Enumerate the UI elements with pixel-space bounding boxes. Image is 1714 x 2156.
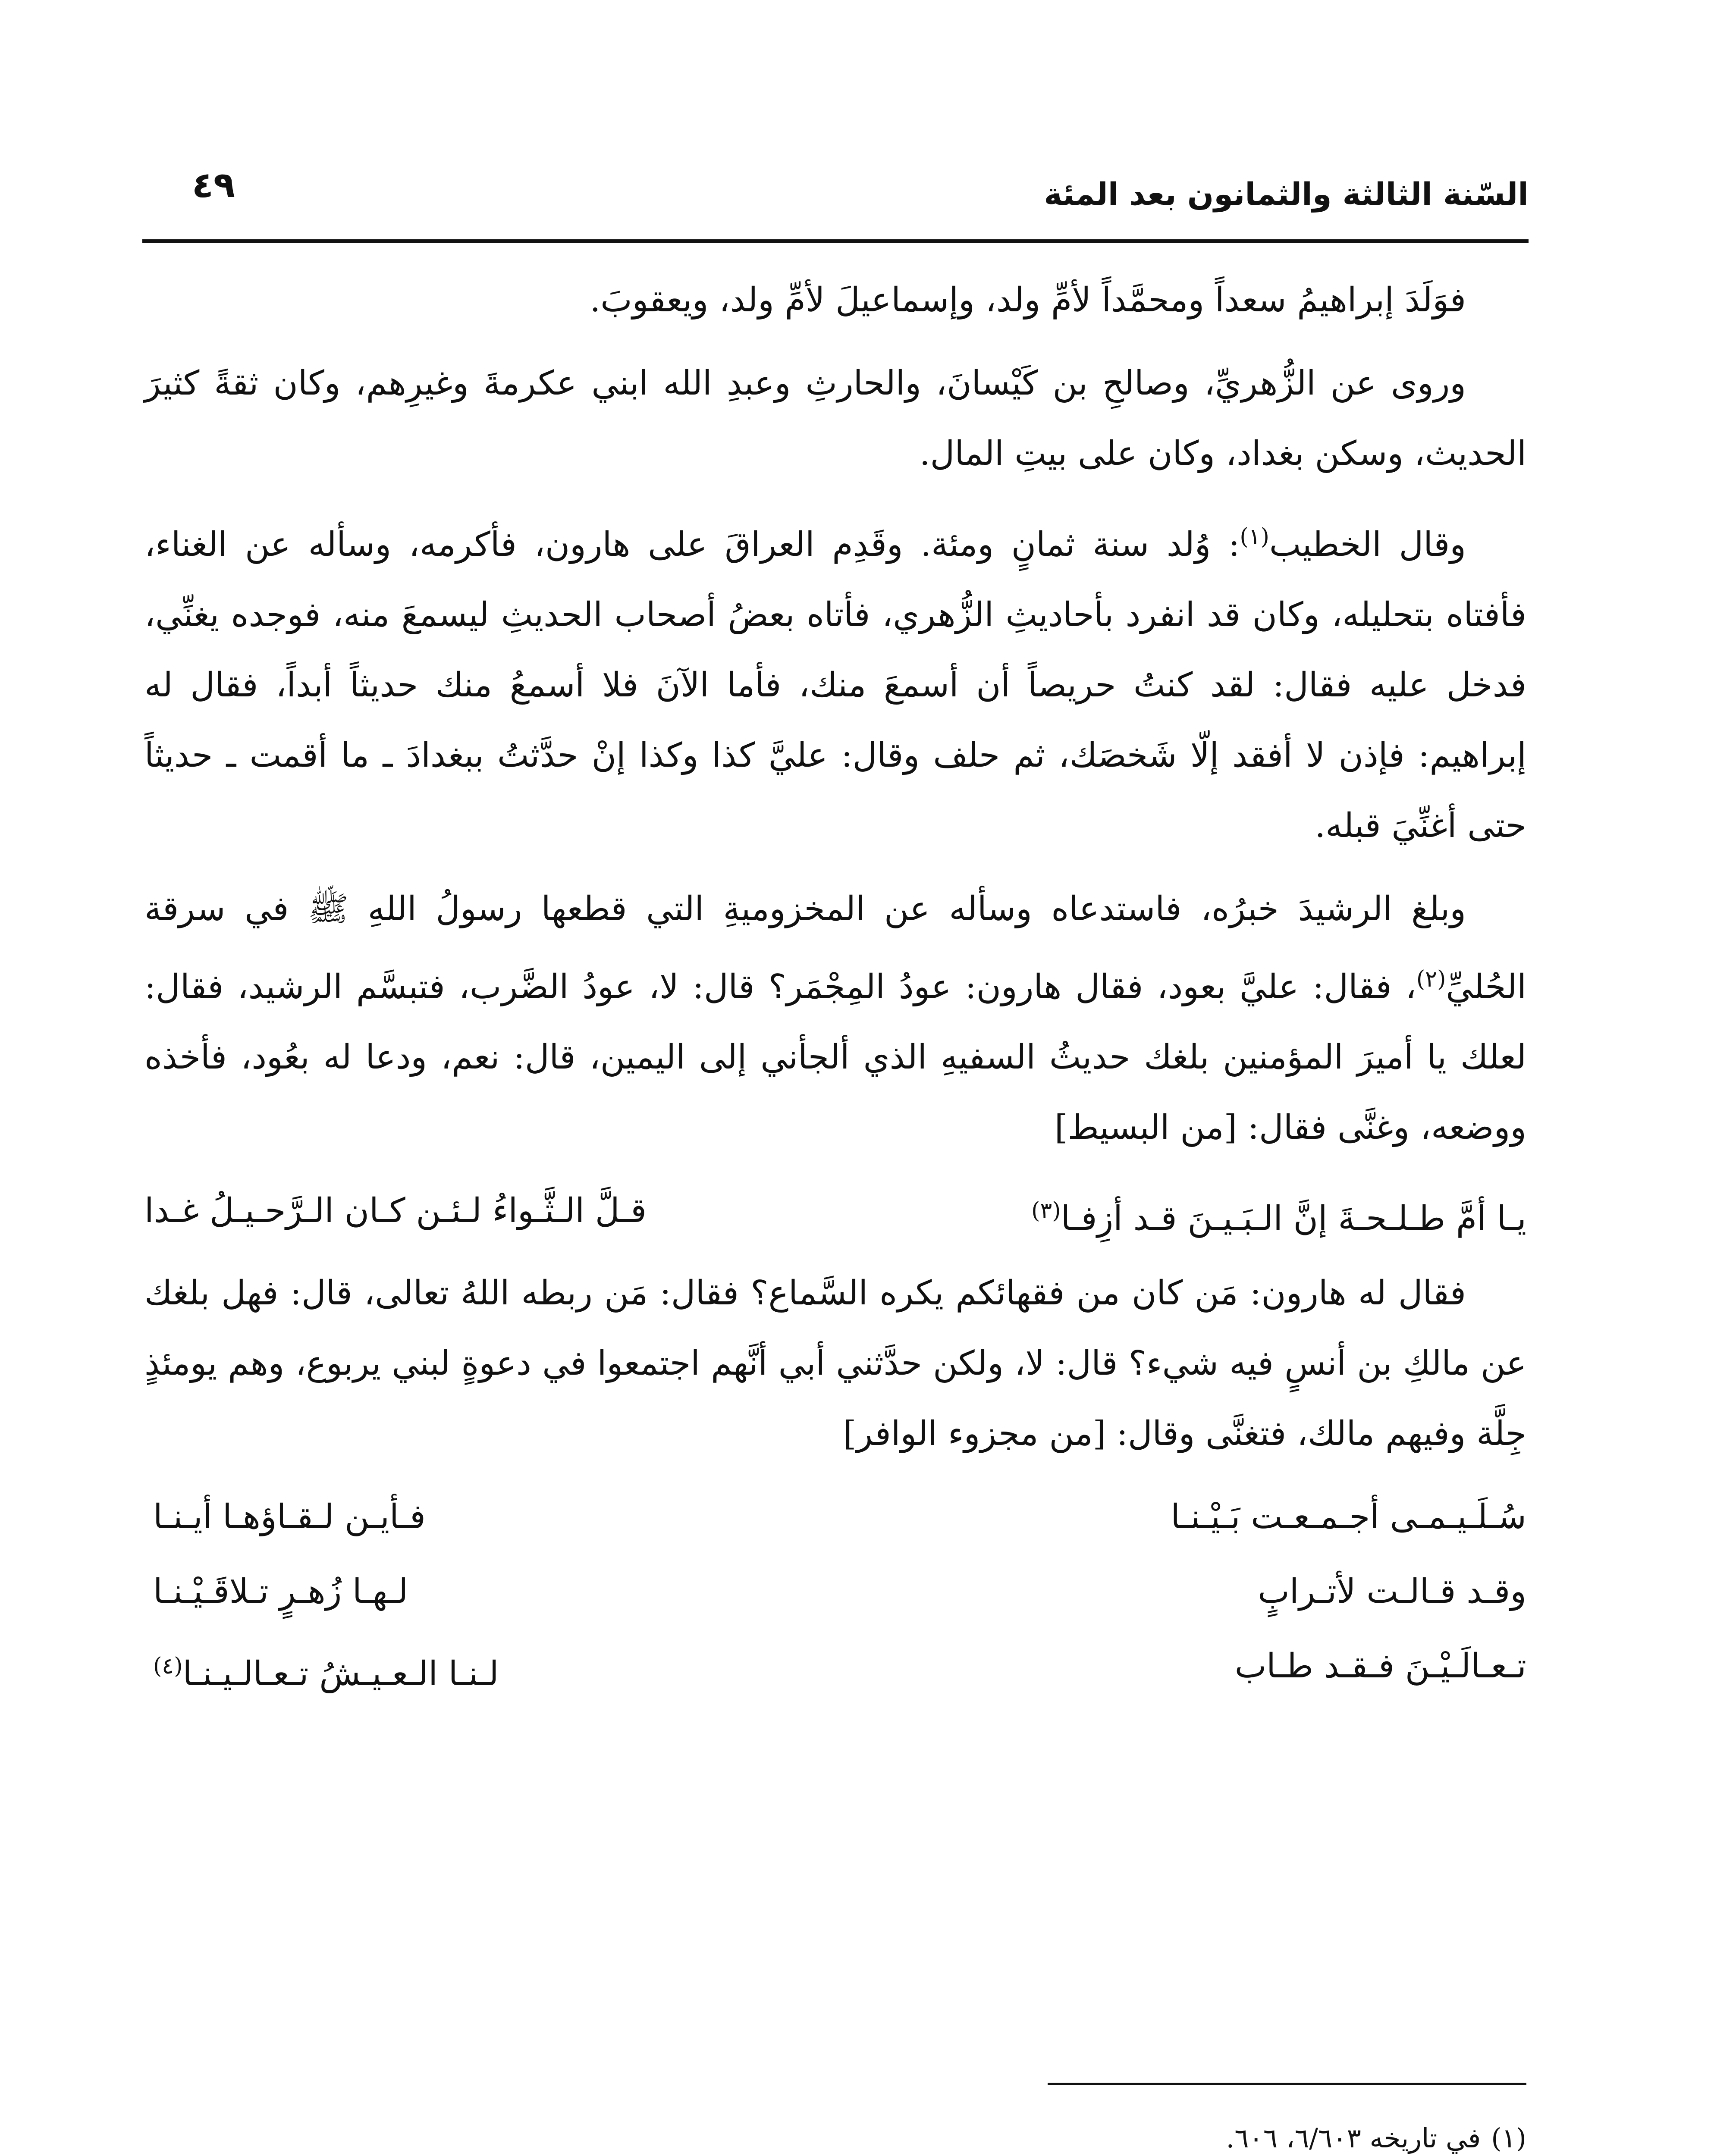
running-header-title: السّنة الثالثة والثمانون بعد المئة xyxy=(1044,176,1529,212)
paragraph-harun: فقال له هارون: مَن كان من فقهائكم يكره السَّماع؟ فقال: مَن ربطه اللهُ تعالى، قال: فهل بلغك عن مالكِ بن أنسٍ فيه شيء؟ قال: لا، ولكن حدَّثني أبي أنَّهم اجتمعوا في دعوةٍ لبني يربوع، وهم يومئذٍ جِلَّة وفيهم مالك، فتغنَّى وقال: [من مجزوء الوافر] xyxy=(144,1274,1526,1453)
verse-hemistich-right: يـا أمَّ طـلـحـةَ إنَّ الـبَـيـنَ قـد أزِفـا$^{(٣)}$ xyxy=(1031,1198,1526,1238)
main-text xyxy=(144,265,1526,1714)
footnote-ref-4: (٤) xyxy=(153,1653,183,1679)
verse-hemistich-right: وقـد قـالـت لأتـرابٍ xyxy=(1258,1572,1526,1611)
paragraph-narrators: وروى عن الزُّهريِّ، وصالحِ بن كَيْسانَ، والحارثِ وعبدِ الله ابني عكرمةَ وغيرِهم، وكان ثقةً كثيرَ الحديث، وسكن بغداد، وكان على بيتِ المال. xyxy=(144,364,1526,473)
footnote-ref-1: (١) xyxy=(1240,524,1269,550)
verse-hemistich-left: لـنـا الـعـيـشُ تـعـالـيـنـا$^{(٤)}$ xyxy=(153,1653,499,1693)
verse-hemistich-left: قـلَّ الـثَّـواءُ لـئـن كـان الـرَّحـيـلُ غـدا xyxy=(144,1191,647,1230)
verse-line xyxy=(144,1631,1526,1709)
paragraph-rashid-start: وبلغ الرشيدَ خبرُه، فاستدعاه وسأله عن المخزوميةِ التي قطعها رسولُ اللهِ ﷺ في سرقة الحُليِّ xyxy=(144,890,1526,1006)
paragraph-rashid-rest: ، فقال: عليَّ بعود، فقال هارون: عودُ المِجْمَر؟ قال: لا، عودُ الضَّرب، فتبسَّم الرشيد، فقال: لعلك يا أميرَ المؤمنين بلغك حديثُ السفيهِ الذي ألجأني إلى اليمين، قال: نعم، ودعا له بعُود، فأخذه ووضعه، وغنَّى فقال: [من البسيط] xyxy=(144,968,1526,1147)
page-number: ٤٩ xyxy=(192,165,235,206)
footnotes xyxy=(129,2111,1526,2156)
verse-hemistich-left: فـأيـن لـقـاؤهـا أيـنـا xyxy=(153,1498,426,1536)
footnote-ref-3: (٣) xyxy=(1031,1198,1061,1224)
footnote-separator xyxy=(1048,2083,1526,2085)
footnote: (١)في تاريخه ٦/٦٠٣، ٦٠٦. xyxy=(1226,2122,1526,2154)
paragraph-khatib-start: وقال الخطيب xyxy=(1269,525,1466,564)
verse-line xyxy=(144,1176,1526,1254)
footnote-ref-2: (٢) xyxy=(1416,966,1446,992)
verse-hemistich-right: سُـلَـيـمـى أجـمـعـت بَـيْـنـا xyxy=(1171,1498,1526,1536)
paragraph-rashid xyxy=(144,874,1526,1163)
header-rule xyxy=(142,239,1529,243)
verse-hemistich-left: لـهـا زُهـرٍ تـلاقَـيْـنـا xyxy=(153,1572,408,1611)
paragraph-khatib-rest: : وُلد سنة ثمانٍ ومئة. وقَدِم العراقَ على هارون، فأكرمه، وسأله عن الغناء، فأفتاه بتحليله، وكان قد انفرد بأحاديثِ الزُّهري، فأتاه بعضُ أصحاب الحديثِ ليسمعَ منه، فوجده يغنِّي، فدخل عليه فقال: لقد كنتُ حريصاً أن أسمعَ منك، فأما الآنَ فلا أسمعُ منك حديثاً أبداً، فقال له إبراهيم: فإذن لا أفقد إلّا شَخصَك، ثم حلف وقال: عليَّ كذا وكذا إنْ حدَّثتُ ببغدادَ ـ ما أقمت ـ حديثاً حتى أغنِّيَ قبله. xyxy=(144,525,1526,845)
paragraph-khatib xyxy=(144,502,1526,861)
verse-line xyxy=(144,1557,1526,1627)
verse-line xyxy=(144,1482,1526,1552)
verse-hemistich-right: تـعـالَـيْـنَ فـقـد طـاب xyxy=(1234,1647,1526,1686)
paragraph-sons: فوَلَدَ إبراهيمُ سعداً ومحمَّداً لأمِّ ولد، وإسماعيلَ لأمِّ ولد، ويعقوبَ. xyxy=(590,281,1466,320)
